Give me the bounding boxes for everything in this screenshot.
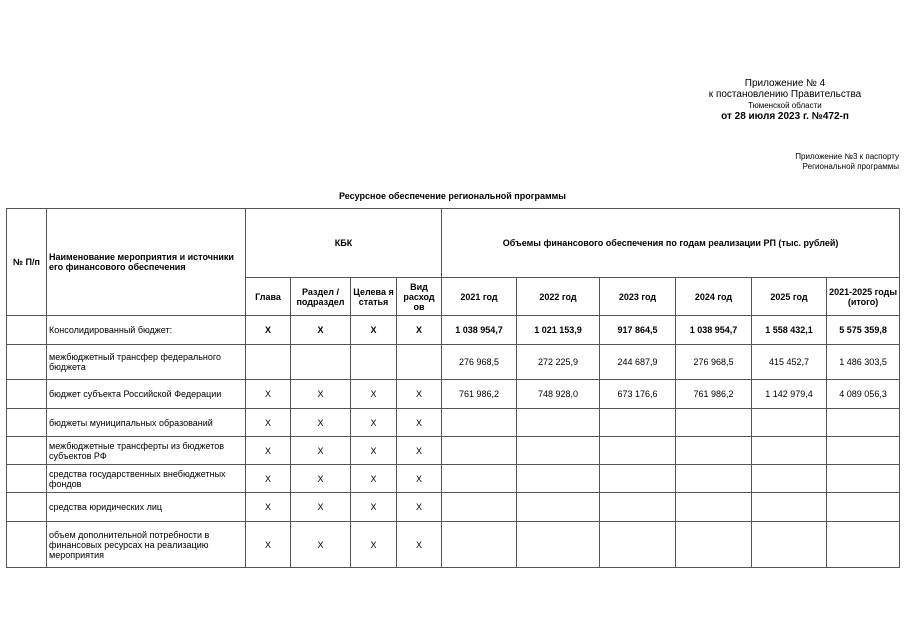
row-name-cell: объем дополнительной потребности в финансовых ресурсах на реализацию мероприятия bbox=[47, 522, 246, 568]
row-num-cell bbox=[7, 465, 47, 493]
kbk-cell: Х bbox=[291, 465, 351, 493]
page-title: Ресурсное обеспечение региональной программы bbox=[339, 191, 566, 201]
kbk-cell: Х bbox=[397, 316, 442, 345]
value-cell bbox=[752, 437, 827, 465]
value-cell bbox=[600, 493, 676, 522]
kbk-cell: Х bbox=[351, 465, 397, 493]
value-cell bbox=[517, 437, 600, 465]
passport-note-line1: Приложение №3 к паспорту bbox=[795, 152, 899, 161]
value-cell bbox=[442, 465, 517, 493]
kbk-sub-header: Вид расход ов bbox=[397, 278, 442, 316]
value-cell: 1 558 432,1 bbox=[752, 316, 827, 345]
value-cell bbox=[517, 409, 600, 437]
value-cell bbox=[676, 437, 752, 465]
kbk-cell: Х bbox=[351, 437, 397, 465]
passport-note bbox=[795, 152, 899, 172]
kbk-cell: Х bbox=[246, 522, 291, 568]
row-num-cell bbox=[7, 409, 47, 437]
appendix-date: от 28 июля 2023 г. №472-п bbox=[721, 111, 849, 122]
kbk-cell bbox=[291, 345, 351, 380]
kbk-cell: Х bbox=[351, 380, 397, 409]
kbk-cell: Х bbox=[397, 522, 442, 568]
value-cell: 1 142 979,4 bbox=[752, 380, 827, 409]
row-num-cell bbox=[7, 380, 47, 409]
kbk-cell: Х bbox=[246, 437, 291, 465]
row-name-cell: Консолидированный бюджет: bbox=[47, 316, 246, 345]
kbk-cell: Х bbox=[351, 522, 397, 568]
row-num-cell bbox=[7, 437, 47, 465]
value-cell: 673 176,6 bbox=[600, 380, 676, 409]
table-row bbox=[7, 345, 900, 380]
kbk-cell: Х bbox=[397, 437, 442, 465]
row-num-cell bbox=[7, 345, 47, 380]
table-row bbox=[7, 493, 900, 522]
value-cell bbox=[600, 522, 676, 568]
value-cell bbox=[752, 409, 827, 437]
col-volumes-header: Объемы финансового обеспечения по годам реализации РП (тыс. рублей) bbox=[442, 209, 900, 278]
row-name-cell: бюджет субъекта Российской Федерации bbox=[47, 380, 246, 409]
row-name-cell: средства юридических лиц bbox=[47, 493, 246, 522]
year-header: 2024 год bbox=[676, 278, 752, 316]
year-header: 2023 год bbox=[600, 278, 676, 316]
value-cell: 5 575 359,8 bbox=[827, 316, 900, 345]
resource-table bbox=[6, 208, 900, 568]
kbk-cell: Х bbox=[246, 380, 291, 409]
kbk-cell: Х bbox=[351, 409, 397, 437]
header-row-1 bbox=[7, 209, 900, 278]
kbk-cell: Х bbox=[246, 409, 291, 437]
col-num-header: № П/п bbox=[7, 209, 47, 316]
kbk-cell bbox=[246, 345, 291, 380]
value-cell: 4 089 056,3 bbox=[827, 380, 900, 409]
passport-note-line2: Региональной программы bbox=[802, 162, 899, 171]
kbk-cell: Х bbox=[351, 493, 397, 522]
kbk-cell: Х bbox=[246, 465, 291, 493]
year-header: 2021-2025 годы (итого) bbox=[827, 278, 900, 316]
row-num-cell bbox=[7, 316, 47, 345]
appendix-title: Приложение № 4 bbox=[744, 78, 826, 89]
appendix-header bbox=[680, 78, 890, 122]
kbk-cell: Х bbox=[291, 409, 351, 437]
value-cell bbox=[752, 493, 827, 522]
value-cell: 272 225,9 bbox=[517, 345, 600, 380]
value-cell: 415 452,7 bbox=[752, 345, 827, 380]
value-cell bbox=[827, 409, 900, 437]
value-cell bbox=[517, 522, 600, 568]
value-cell bbox=[676, 465, 752, 493]
kbk-sub-header: Раздел / подраздел bbox=[291, 278, 351, 316]
row-name-cell: средства государственных внебюджетных фондов bbox=[47, 465, 246, 493]
kbk-cell: Х bbox=[291, 316, 351, 345]
table-row bbox=[7, 522, 900, 568]
row-num-cell bbox=[7, 522, 47, 568]
value-cell bbox=[827, 437, 900, 465]
kbk-cell: Х bbox=[351, 316, 397, 345]
value-cell bbox=[442, 437, 517, 465]
col-name-header: Наименование мероприятия и источники его финансового обеспечения bbox=[47, 209, 246, 316]
table-row bbox=[7, 437, 900, 465]
kbk-cell: Х bbox=[397, 409, 442, 437]
value-cell bbox=[676, 522, 752, 568]
value-cell bbox=[676, 493, 752, 522]
value-cell bbox=[517, 465, 600, 493]
kbk-sub-header: Целева я статья bbox=[351, 278, 397, 316]
table-row bbox=[7, 465, 900, 493]
value-cell: 1 021 153,9 bbox=[517, 316, 600, 345]
value-cell: 761 986,2 bbox=[442, 380, 517, 409]
table-row bbox=[7, 380, 900, 409]
row-name-cell: межбюджетный трансфер федерального бюджета bbox=[47, 345, 246, 380]
row-name-cell: межбюджетные трансферты из бюджетов субъектов РФ bbox=[47, 437, 246, 465]
value-cell: 748 928,0 bbox=[517, 380, 600, 409]
appendix-decree: к постановлению Правительства bbox=[708, 89, 862, 100]
kbk-cell: Х bbox=[291, 437, 351, 465]
value-cell: 1 038 954,7 bbox=[442, 316, 517, 345]
value-cell bbox=[827, 522, 900, 568]
kbk-cell: Х bbox=[291, 493, 351, 522]
col-kbk-header: КБК bbox=[246, 209, 442, 278]
value-cell bbox=[517, 493, 600, 522]
year-header: 2022 год bbox=[517, 278, 600, 316]
kbk-cell: Х bbox=[397, 465, 442, 493]
value-cell: 244 687,9 bbox=[600, 345, 676, 380]
year-header: 2021 год bbox=[442, 278, 517, 316]
value-cell bbox=[600, 465, 676, 493]
kbk-cell: Х bbox=[246, 316, 291, 345]
table-row bbox=[7, 316, 900, 345]
value-cell bbox=[600, 409, 676, 437]
value-cell bbox=[827, 493, 900, 522]
value-cell bbox=[676, 409, 752, 437]
value-cell: 917 864,5 bbox=[600, 316, 676, 345]
kbk-cell: Х bbox=[246, 493, 291, 522]
value-cell: 276 968,5 bbox=[442, 345, 517, 380]
value-cell: 761 986,2 bbox=[676, 380, 752, 409]
value-cell bbox=[752, 522, 827, 568]
value-cell bbox=[827, 465, 900, 493]
row-name-cell: бюджеты муниципальных образований bbox=[47, 409, 246, 437]
kbk-sub-header: Глава bbox=[246, 278, 291, 316]
kbk-cell bbox=[397, 345, 442, 380]
table-row bbox=[7, 409, 900, 437]
value-cell: 276 968,5 bbox=[676, 345, 752, 380]
value-cell bbox=[752, 465, 827, 493]
kbk-cell: Х bbox=[397, 380, 442, 409]
value-cell bbox=[442, 522, 517, 568]
value-cell bbox=[442, 409, 517, 437]
kbk-cell bbox=[351, 345, 397, 380]
row-num-cell bbox=[7, 493, 47, 522]
value-cell: 1 486 303,5 bbox=[827, 345, 900, 380]
year-header: 2025 год bbox=[752, 278, 827, 316]
kbk-cell: Х bbox=[397, 493, 442, 522]
value-cell bbox=[600, 437, 676, 465]
kbk-cell: Х bbox=[291, 522, 351, 568]
value-cell bbox=[442, 493, 517, 522]
kbk-cell: Х bbox=[291, 380, 351, 409]
appendix-region: Тюменской области bbox=[748, 101, 822, 110]
value-cell: 1 038 954,7 bbox=[676, 316, 752, 345]
